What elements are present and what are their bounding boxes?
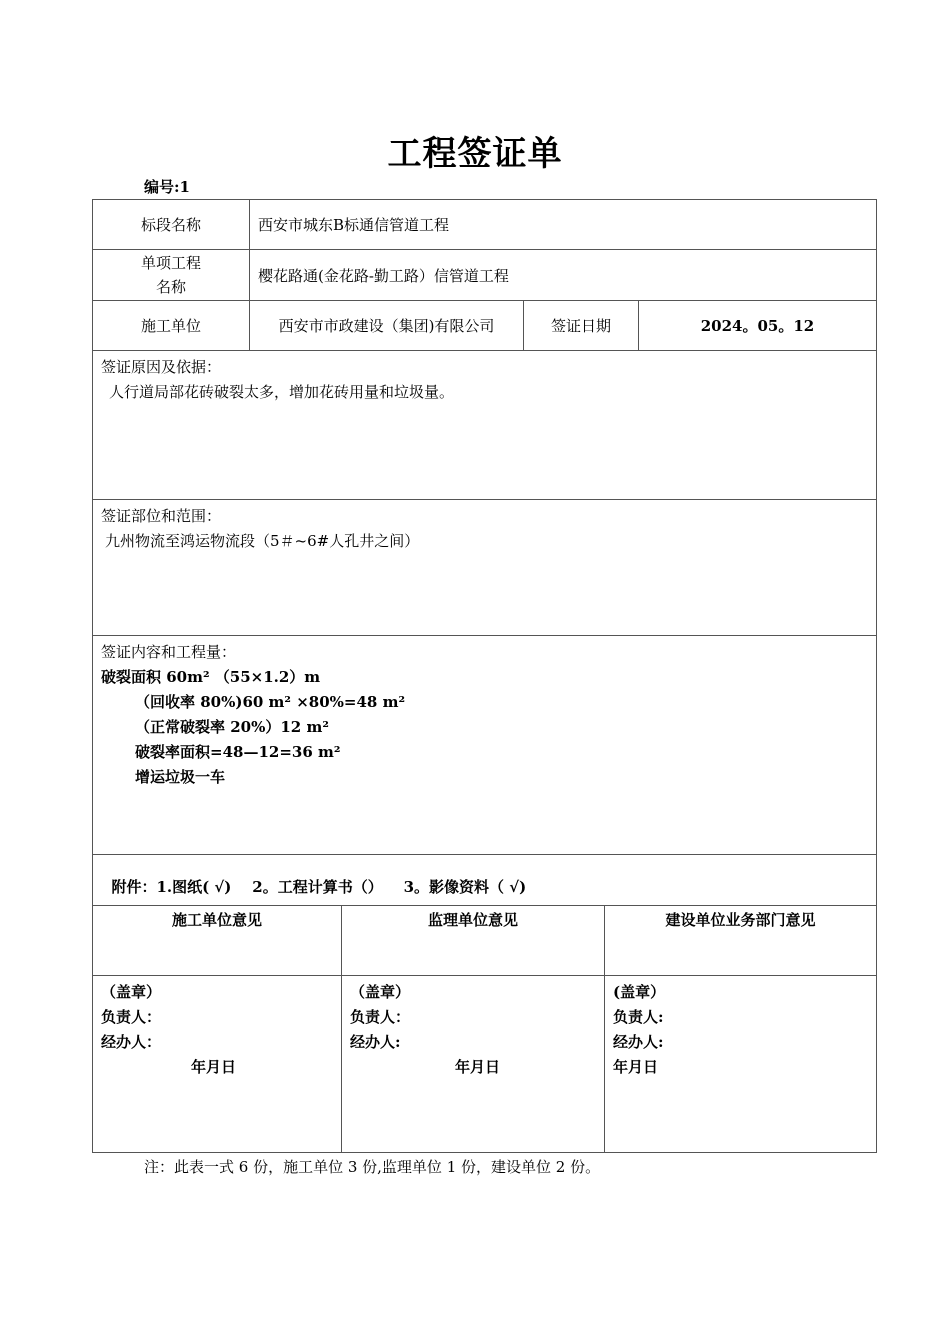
item-label-line1: 单项工程 (140, 254, 201, 272)
owner-opinion-label: 建设单位业务部门意见 (665, 911, 816, 929)
handler-label: 经办人: (350, 1033, 401, 1051)
owner-opinion-cell (604, 905, 877, 976)
item-label-cell (92, 249, 250, 301)
serial-number: 编号:1 (144, 178, 190, 196)
supervisor-opinion-cell (341, 905, 605, 976)
content-line: 破裂面积 60m² （55×1.2）m (101, 668, 321, 686)
contractor-value-cell (249, 300, 524, 351)
date-placeholder: 年月日 (455, 1058, 501, 1076)
handler-label: 经办人： (101, 1033, 162, 1051)
date-label: 签证日期 (550, 317, 611, 335)
date-value: 2024。05。12 (700, 317, 815, 335)
date-value-cell (638, 300, 877, 351)
seal-label: (盖章） (613, 983, 666, 1001)
attachments-text: 附件：1.图纸( √) 2。工程计算书（） 3。影像资料（ √) (111, 878, 527, 896)
date-label-cell (523, 300, 639, 351)
responsible-label: 负责人： (350, 1008, 411, 1026)
supervisor-signature-block (341, 975, 605, 1153)
seal-label: （盖章） (350, 983, 411, 1001)
contractor-opinion-label: 施工单位意见 (171, 911, 262, 929)
responsible-label: 负责人： (101, 1008, 162, 1026)
reason-text: 人行道局部花砖破裂太多，增加花砖用量和垃圾量。 (109, 383, 455, 401)
section-value-cell (249, 199, 877, 250)
item-label-line2: 名称 (155, 278, 186, 296)
scope-text: 九州物流至鸿运物流段（5＃~6#人孔井之间） (105, 532, 420, 550)
footnote: 注：此表一式 6 份，施工单位 3 份,监理单位 1 份，建设单位 2 份。 (144, 1158, 601, 1176)
attachments-block (92, 854, 877, 906)
content-line: （回收率 80%)60 m² ×80%=48 m² (135, 693, 406, 711)
seal-label: （盖章） (101, 983, 162, 1001)
supervisor-opinion-label: 监理单位意见 (427, 911, 518, 929)
document-title: 工程签证单 (387, 134, 563, 174)
section-value: 西安市城东B标通信管道工程 (258, 216, 450, 234)
reason-block (92, 350, 877, 500)
responsible-label: 负责人: (613, 1008, 664, 1026)
owner-signature-block (604, 975, 877, 1153)
contractor-label: 施工单位 (140, 317, 201, 335)
section-label: 标段名称 (140, 216, 201, 234)
scope-label: 签证部位和范围： (101, 507, 222, 525)
contractor-value: 西安市市政建设（集团)有限公司 (278, 317, 495, 335)
scope-block (92, 499, 877, 636)
contractor-label-cell (92, 300, 250, 351)
item-value-cell (249, 249, 877, 301)
content-label: 签证内容和工程量： (101, 643, 237, 661)
reason-label: 签证原因及依据： (101, 358, 222, 376)
section-label-cell (92, 199, 250, 250)
content-block (92, 635, 877, 855)
contractor-signature-block (92, 975, 342, 1153)
content-line: 破裂率面积=48—12=36 m² (135, 743, 341, 761)
content-line: 增运垃圾一车 (135, 768, 226, 786)
date-placeholder: 年月日 (191, 1058, 237, 1076)
contractor-opinion-cell (92, 905, 342, 976)
handler-label: 经办人: (613, 1033, 664, 1051)
content-line: （正常破裂率 20%）12 m² (135, 718, 329, 736)
date-placeholder: 年月日 (613, 1058, 659, 1076)
item-value: 樱花路通(金花路-勤工路）信管道工程 (258, 266, 509, 285)
